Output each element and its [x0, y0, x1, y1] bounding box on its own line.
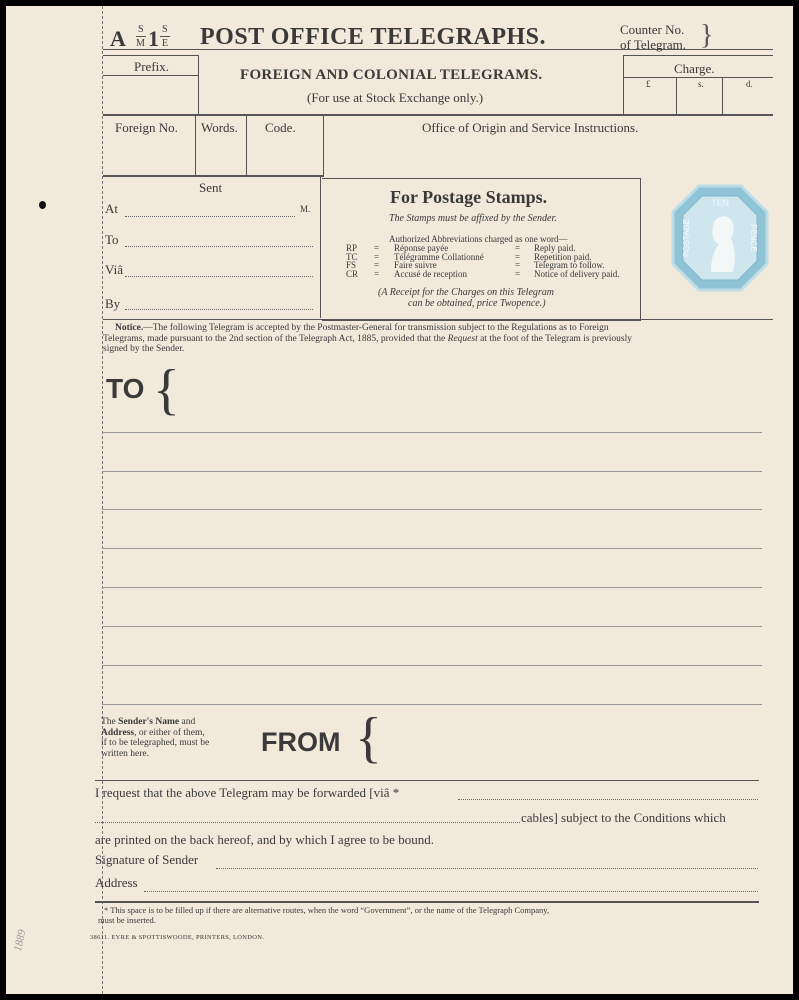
shillings-label: s. [698, 79, 704, 89]
message-line[interactable] [102, 548, 762, 549]
sent-by-field[interactable] [125, 309, 313, 310]
brace-icon: } [700, 20, 714, 51]
pounds-label: £ [646, 79, 651, 89]
notice-label: Notice. [115, 323, 144, 333]
form-subtitle-note: (For use at Stock Exchange only.) [307, 90, 484, 105]
punch-mark [39, 201, 46, 209]
address-label: Address [95, 875, 138, 890]
foreign-no-label: Foreign No. [115, 120, 178, 135]
charge-label: Charge. [674, 61, 715, 76]
sent-via-field[interactable] [125, 276, 313, 277]
telegram-form [6, 6, 793, 994]
abbr-row: RP = Réponse payée = Reply paid. [346, 243, 576, 253]
via-field[interactable] [458, 799, 758, 800]
message-line[interactable] [102, 509, 762, 510]
abbr-row: TC = Télégramme Collationné = Repetition paid. [346, 251, 592, 262]
form-code-s2: S [162, 24, 168, 35]
footnote: * This space is to be filled up if there are alternative routes, when the word “Government”, or the name of the Telegraph Company, must be inserted. [98, 905, 550, 925]
receipt-note-1: (A Receipt for the Charges on this Telegram [378, 287, 555, 298]
sent-to-label: To [105, 232, 119, 247]
message-line[interactable] [102, 665, 762, 666]
message-line[interactable] [102, 704, 762, 705]
code-label: Code. [265, 120, 296, 135]
receipt-note-2: can be obtained, price Twopence.) [408, 298, 546, 309]
sent-at-field[interactable] [125, 216, 295, 217]
form-code-s1: S [138, 24, 144, 35]
from-label: FROM [261, 727, 341, 757]
message-line[interactable] [102, 587, 762, 588]
office-label: Office of Origin and Service Instructions. [422, 120, 639, 135]
notice-text: Notice.—The following Telegram is accepted by the Postmaster-General for transmission subject to the Regulations as to Foreign Telegrams, made pursuant to the 2nd section of the Telegraph Act, 1885, provided that the Request at the foot of the Telegram is previously signed by the Sender. [103, 323, 633, 354]
address-field[interactable] [144, 891, 758, 892]
pence-label: d. [746, 79, 753, 89]
message-line[interactable] [102, 626, 762, 627]
prefix-label: Prefix. [134, 59, 170, 74]
signature-field[interactable] [216, 868, 758, 869]
sent-by-label: By [105, 296, 121, 311]
from-brace-icon: { [355, 707, 382, 769]
form-code-m: M [136, 38, 145, 49]
request-line-1: I request that the above Telegram may be forwarded [viâ * [95, 785, 400, 800]
sent-m-label: M. [300, 204, 311, 214]
of-telegram-label: of Telegram. [620, 37, 686, 52]
abbr-header: Authorized Abbreviations charged as one word— [389, 234, 568, 244]
form-code-e: E [162, 38, 169, 49]
form-code-a: A [110, 26, 126, 51]
sent-to-field[interactable] [125, 246, 313, 247]
to-brace-icon: { [153, 359, 180, 421]
stamp-left-text: POSTAGE [682, 218, 691, 258]
cables-field[interactable] [95, 822, 520, 823]
signature-label: Signature of Sender [95, 852, 199, 867]
margin-note: 1889 [12, 928, 29, 953]
form-title: POST OFFICE TELEGRAPHS. [200, 24, 547, 50]
sender-instructions: The Sender's Name and Address, or either of them, if to be telegraphed, must be written here. [101, 717, 210, 759]
message-line[interactable] [102, 471, 762, 472]
stamp-top-text: TEN [711, 198, 729, 208]
words-label: Words. [201, 120, 238, 135]
queen-head-stamp-image [671, 184, 769, 292]
request-line-3: are printed on the back hereof, and by which I agree to be bound. [95, 832, 434, 847]
request-line-2: cables] subject to the Conditions which [521, 810, 726, 825]
sent-at-label: At [105, 201, 118, 216]
stamp-right-text: PENCE [749, 224, 758, 252]
form-subtitle: FOREIGN AND COLONIAL TELEGRAMS. [240, 67, 543, 83]
sent-label: Sent [199, 180, 223, 195]
abbreviations-list [346, 244, 636, 278]
printer-imprint: 38611. EYRE & SPOTTISWOODE, PRINTERS, LONDON. [90, 934, 265, 941]
message-line[interactable] [102, 432, 762, 433]
form-code-1: 1 [148, 26, 159, 51]
sent-via-label: Viâ [105, 262, 123, 277]
counter-no-label: Counter No. [620, 22, 685, 37]
stamps-title: For Postage Stamps. [390, 187, 548, 207]
abbr-row: CR = Accusé de reception = Notice of delivery paid. [346, 268, 620, 279]
stamps-note: The Stamps must be affixed by the Sender. [389, 213, 557, 224]
abbr-row: FS = Faire suivre = Telegram to follow. [346, 260, 605, 270]
to-label: TO [106, 373, 145, 404]
